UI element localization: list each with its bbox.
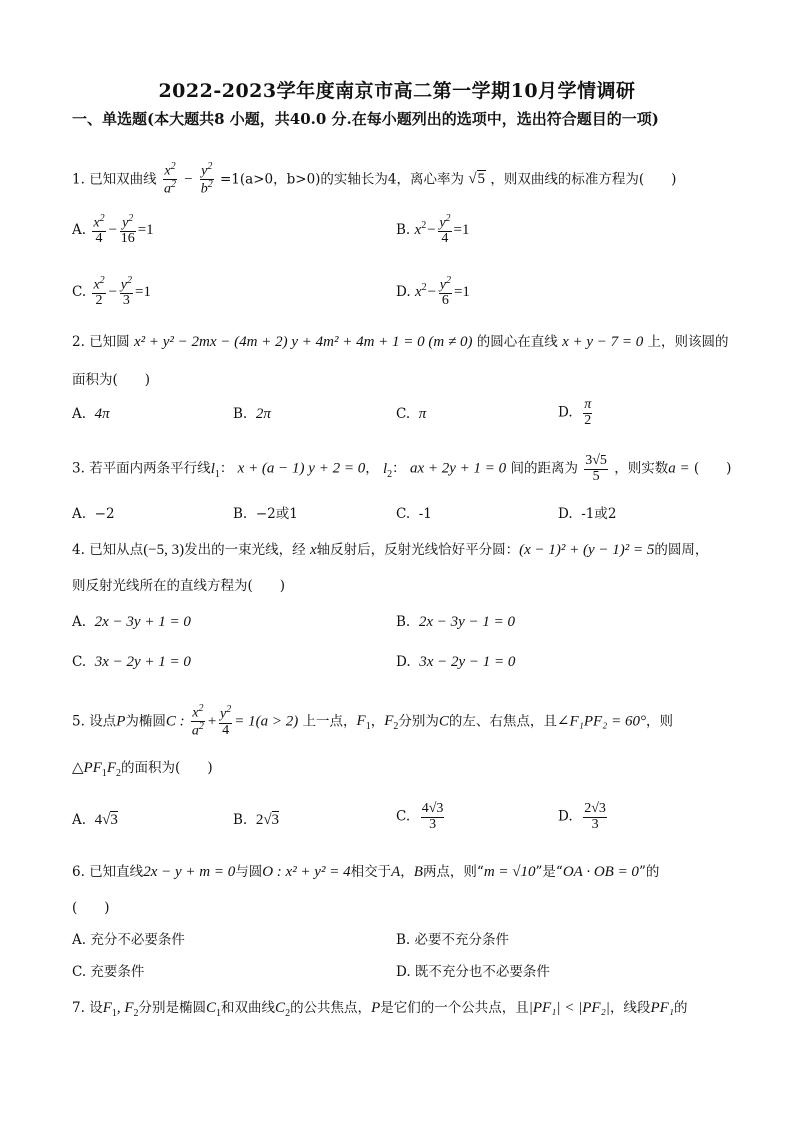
q2-option-b[interactable]: B. 2π — [233, 406, 271, 422]
q5-option-a[interactable]: A. 4√3 — [72, 812, 118, 828]
page-title: 2022-2023学年度南京市高二第一学期10月学情调研 — [158, 80, 636, 102]
fraction: $\frac{x^2}{a^2}$ — [163, 161, 176, 197]
line-equation: x + y − 7 = 0 — [562, 334, 644, 350]
q6-option-a[interactable]: A. 充分不必要条件 — [72, 932, 185, 948]
q1-option-d[interactable]: D. $x^2-$ $\frac{y^2}{6}$ =1 — [396, 275, 470, 309]
q4-option-b[interactable]: B. 2x − 3y − 1 = 0 — [396, 614, 515, 630]
q3-option-a[interactable]: A. −2 — [72, 506, 115, 522]
vector-expression: OA · OB = 0 — [562, 864, 639, 880]
q6-option-d[interactable]: D. 既不充分也不必要条件 — [396, 964, 550, 980]
circle-equation: x² + y² − 2mx − (4m + 2) y + 4m² + 4m + 1 = 0 (m ≠ 0) — [133, 334, 473, 350]
q1-option-c[interactable]: C. $\frac{x^2}{2}$ − $\frac{y^2}{3}$ =1 — [72, 275, 151, 309]
question-5-line2: $\triangle PF_1F_2$的面积为( ) — [72, 760, 213, 779]
q2-option-a[interactable]: A. 4π — [72, 406, 110, 422]
q1-option-a[interactable]: A. $\frac{x^2}{4}$ − $\frac{y^2}{16}$ =1 — [72, 213, 154, 247]
question-2: 2. 已知圆 x² + y² − 2mx − (4m + 2) y + 4m² + 4m + 1 = 0 (m ≠ 0) 的圆心在直线 x + y − 7 = 0 上，则该圆的 — [72, 334, 729, 350]
q2-option-c[interactable]: C. π — [396, 406, 427, 422]
question-4-line2: 则反射光线所在的直线方程为( ) — [72, 578, 286, 594]
q5-option-d[interactable]: D. $\frac{2√3}{3}$ — [558, 801, 606, 832]
q4-option-a[interactable]: A. 2x − 3y + 1 = 0 — [72, 614, 191, 630]
q4-option-d[interactable]: D. 3x − 2y − 1 = 0 — [396, 654, 516, 670]
question-6: 6. 已知直线2x − y + m = 0与圆O : x² + y² = 4相交于A，B两点，则“m = √10”是“OA · OB = 0”的 — [72, 864, 660, 880]
question-6-line2: ( ) — [72, 900, 110, 916]
section-heading: 一、单选题(本大题共8 小题，共40.0 分.在每小题列出的选项中，选出符合题目的一项) — [72, 110, 659, 128]
q3-option-c[interactable]: C. -1 — [396, 506, 432, 522]
question-1: 1. 已知双曲线 $\frac{x^2}{a^2}$ − $\frac{y^2}{b^2}$ =1(a>0，b>0)的实轴长为4，离心率为 √5 ，则双曲线的标准方程为( ) — [72, 161, 677, 197]
question-4: 4. 已知从点(−5, 3)发出的一束光线，经 x轴反射后，反射光线恰好平分圆：(x − 1)² + (y − 1)² = 5的圆周， — [72, 542, 709, 558]
q5-option-b[interactable]: B. 2√3 — [233, 812, 280, 828]
q3-option-d[interactable]: D. -1或2 — [558, 506, 617, 522]
question-7: 7. 设$F_1$, $F_2$分别是椭圆$C_1$和双曲线$C_2$的公共焦点，P是它们的一个公共点，且|PF₁| < |PF₂|，线段PF₁的 — [72, 1000, 688, 1019]
q4-option-c[interactable]: C. 3x − 2y + 1 = 0 — [72, 654, 191, 670]
question-2-line2: 面积为( ) — [72, 372, 151, 388]
q6-option-b[interactable]: B. 必要不充分条件 — [396, 932, 510, 948]
q3-option-b[interactable]: B. −2或1 — [233, 506, 298, 522]
q1-option-b[interactable]: B. $x^2-$ $\frac{y^2}{4}$ =1 — [396, 213, 470, 247]
sqrt-5: √5 — [468, 171, 486, 188]
q5-option-c[interactable]: C. $\frac{4√3}{3}$ — [396, 801, 444, 832]
fraction: $\frac{y^2}{b^2}$ — [200, 161, 213, 197]
question-3: 3. 若平面内两条平行线$l_1$： x + (a − 1) y + 2 = 0， $l_2$： ax + 2y + 1 = 0 间的距离为 $\frac{3√5}{5}$ ，则实数a = ( ) — [72, 453, 732, 484]
question-5: 5. 设点P为椭圆C : $\frac{x^2}{a^2}$ + $\frac{y^2}{4}$ = 1(a > 2) 上一点，$F_1$，$F_2$分别为C的左、右焦点，且∠F₁PF₂ = 60°，则 — [72, 703, 673, 739]
q2-option-d[interactable]: D. $\frac{\pi}{2}$ — [558, 397, 592, 428]
q6-option-c[interactable]: C. 充要条件 — [72, 964, 145, 980]
